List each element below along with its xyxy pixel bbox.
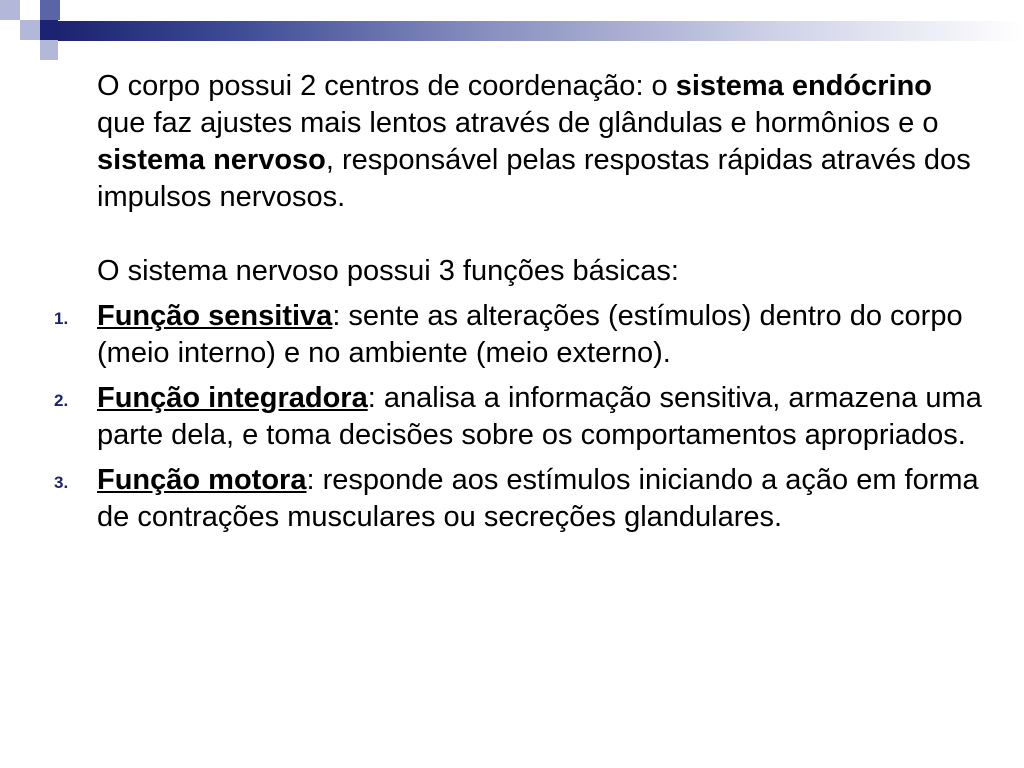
endocrine-term: sistema endócrino <box>675 70 932 102</box>
intro-text: O corpo possui 2 centros de coordenação: o <box>97 70 676 102</box>
nervous-term: sistema nervoso <box>97 144 326 176</box>
header-square <box>40 20 58 40</box>
function-description: : responde aos estímulos iniciando a ação em forma de contrações musculares ou secreções glandulares. <box>97 464 979 533</box>
header-square <box>0 0 20 20</box>
intro-text: que faz ajustes mais lentos através de glândulas e hormônios e o <box>97 107 939 139</box>
slide-body <box>54 68 987 536</box>
list-item <box>54 298 987 372</box>
header-square <box>40 40 58 60</box>
header-square <box>20 20 40 40</box>
list-number: 1. <box>54 309 69 328</box>
function-term: Função motora <box>97 464 307 496</box>
header-square <box>20 40 40 60</box>
function-term: Função integradora <box>97 382 368 414</box>
list-item <box>54 380 987 454</box>
header-square <box>0 20 20 40</box>
function-term: Função sensitiva <box>97 300 333 332</box>
header-square <box>20 0 40 20</box>
header-square <box>40 0 60 20</box>
list-item <box>54 462 987 536</box>
list-number: 2. <box>54 391 69 410</box>
function-description: : analisa a informação sensitiva, armazena uma parte dela, e toma decisões sobre os comportamentos apropriados. <box>97 382 982 451</box>
functions-list <box>54 298 987 536</box>
function-description: : sente as alterações (estímulos) dentro do corpo (meio interno) e no ambiente (meio externo). <box>97 300 963 369</box>
header-gradient-bar <box>58 21 1024 41</box>
functions-intro: O sistema nervoso possui 3 funções básicas: <box>97 255 679 287</box>
intro-text: , responsável pelas respostas rápidas através dos impulsos nervosos. <box>97 144 971 213</box>
list-number: 3. <box>54 473 69 492</box>
intro-paragraph <box>97 68 987 216</box>
